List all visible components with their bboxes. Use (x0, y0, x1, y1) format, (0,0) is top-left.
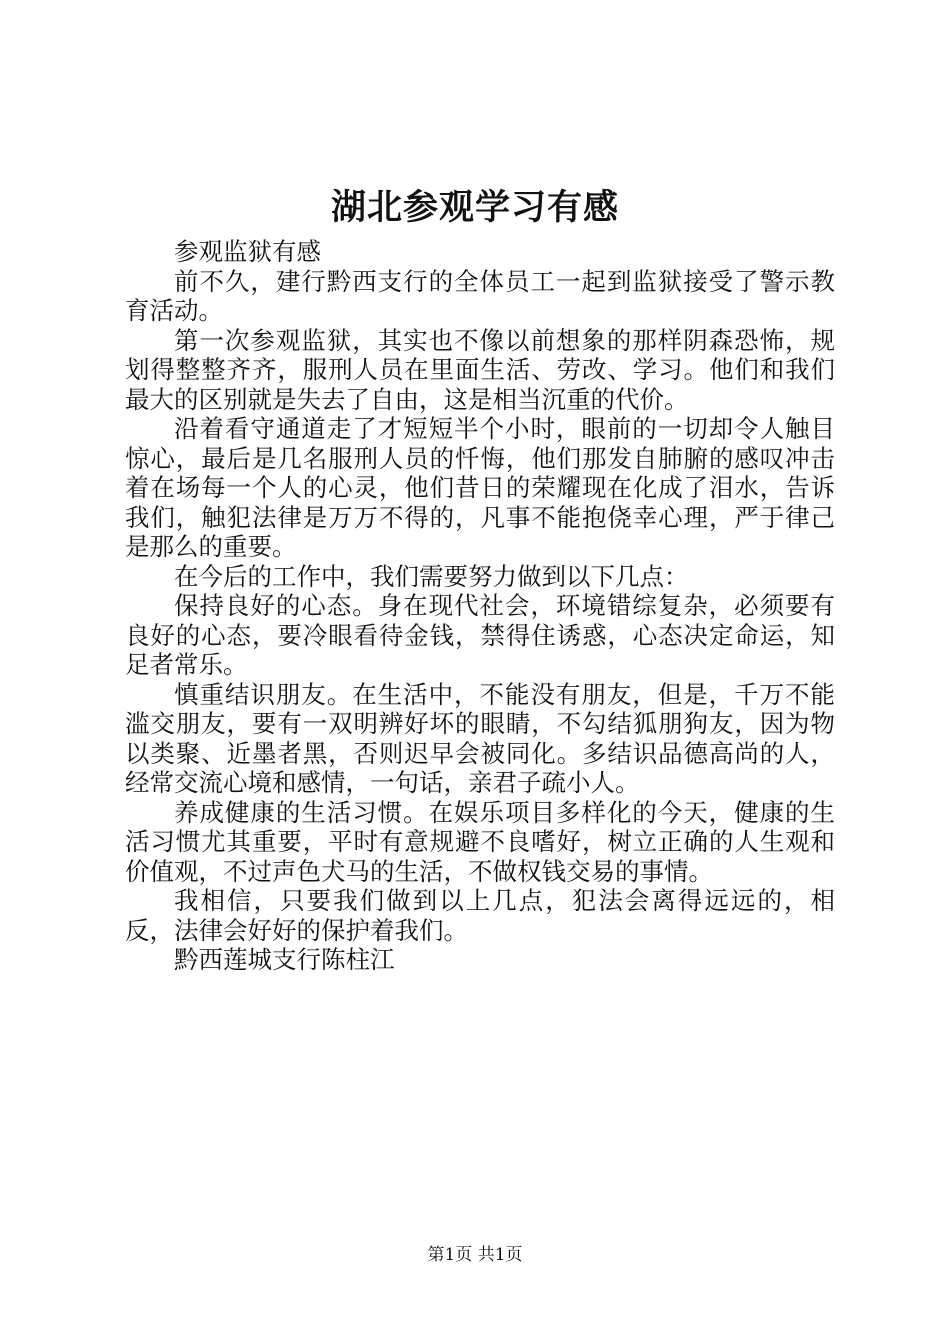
paragraph: 保持良好的心态。身在现代社会，环境错综复杂，必须要有良好的心态，要冷眼看待金钱，禁得住诱惑，心态决定命运，知足者常乐。 (125, 591, 835, 679)
paragraph-subtitle: 参观监狱有感 (174, 237, 321, 266)
document-title: 湖北参观学习有感 (330, 187, 619, 228)
document-body (125, 237, 835, 975)
paragraph: 沿着看守通道走了才短短半个小时，眼前的一切却令人触目惊心，最后是几名服刑人员的忏悔，他们那发自肺腑的感叹冲击着在场每一个人的心灵，他们昔日的荣耀现在化成了泪水，告诉我们，触犯法律是万万不得的，凡事不能抱侥幸心理，严于律己是那么的重要。 (125, 414, 835, 561)
paragraph: 养成健康的生活习惯。在娱乐项目多样化的今天，健康的生活习惯尤其重要，平时有意规避不良嗜好，树立正确的人生观和价值观，不过声色犬马的生活，不做权钱交易的事情。 (125, 797, 835, 886)
paragraph-signature: 黔西莲城支行陈柱江 (174, 945, 395, 974)
paragraph: 我相信，只要我们做到以上几点，犯法会离得远远的，相反，法律会好好的保护着我们。 (125, 886, 835, 945)
paragraph: 前不久，建行黔西支行的全体员工一起到监狱接受了警示教育活动。 (125, 266, 835, 325)
paragraph: 第一次参观监狱，其实也不像以前想象的那样阴森恐怖，规划得整整齐齐，服刑人员在里面生活、劳改、学习。他们和我们最大的区别就是失去了自由，这是相当沉重的代价。 (125, 325, 835, 414)
page-footer: 第1页 共1页 (427, 1245, 523, 1265)
paragraph: 慎重结识朋友。在生活中，不能没有朋友，但是，千万不能滥交朋友，要有一双明辨好坏的眼睛，不勾结狐朋狗友，因为物以类聚、近墨者黑，否则迟早会被同化。多结识品德高尚的人，经常交流心境和感情，一句话，亲君子疏小人。 (125, 679, 835, 797)
paragraph: 在今后的工作中，我们需要努力做到以下几点： (174, 561, 689, 591)
